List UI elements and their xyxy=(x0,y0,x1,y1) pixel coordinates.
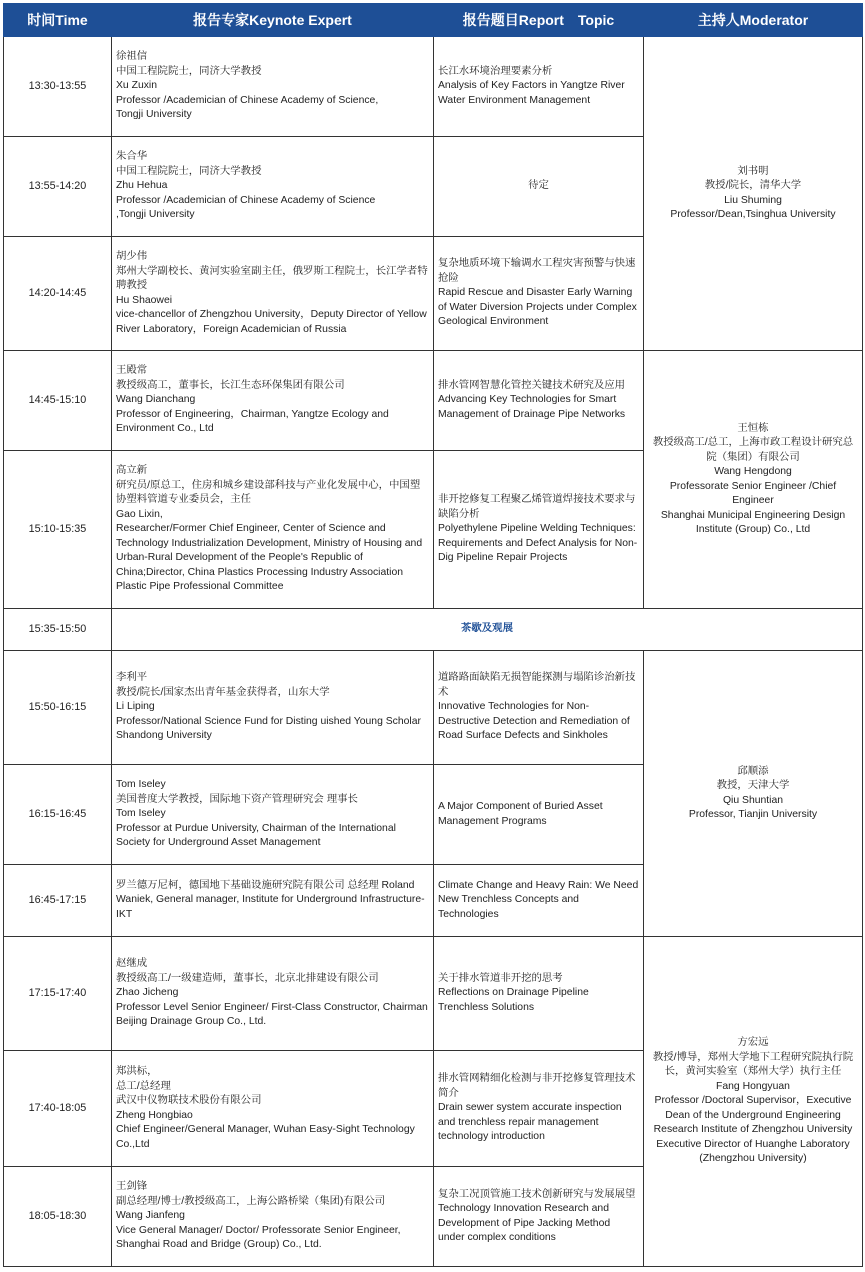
header-row xyxy=(4,4,863,37)
cell-line: 李利平 xyxy=(116,672,148,684)
cell-line: Vice General Manager/ Doctor/ Professorate Senior Engineer, Shanghai Road and Bridge (Group) Co., Ltd. xyxy=(116,1224,401,1251)
topic-cell xyxy=(434,1051,644,1167)
topic-cell xyxy=(434,765,644,865)
cell-line: Professor /Doctoral Supervisor，Executive Dean of the Underground Engineering Research Institute of Zhengzhou University Executive Director of Huanghe Laboratory (Zhengzhou University) xyxy=(653,1095,853,1165)
topic-cell xyxy=(434,137,644,237)
topic-cell xyxy=(434,651,644,765)
expert-cell xyxy=(112,237,434,351)
cell-line: Chief Engineer/General Manager, Wuhan Easy-Sight Technology Co.,Ltd xyxy=(116,1124,415,1150)
cell-line: 刘书明 xyxy=(737,165,769,177)
expert-cell xyxy=(112,1051,434,1167)
moderator-cell xyxy=(644,37,863,351)
cell-line: Professor /Academician of Chinese Academy of Science xyxy=(116,194,376,206)
cell-line: vice-chancellor of Zhengzhou University，Deputy Director of Yellow River Laboratory，Foreign Academician of Russia xyxy=(116,309,427,335)
cell-line: 教授，天津大学 xyxy=(716,780,790,791)
cell-line: 总工/总经理 xyxy=(116,1080,171,1092)
cell-line: 教授级高工/一级建造师，董事长，北京北排建设有限公司 xyxy=(116,972,379,984)
time-cell: 16:45-17:15 xyxy=(4,865,112,937)
cell-line: 郑洪标， xyxy=(116,1066,158,1077)
cell-line: Researcher/Former Chief Engineer, Center of Science and Technology Industrialization Development, Ministry of Housing and Urban-Rural Development of the People's Republic of China;Director, China Plastics Processing Industry Association Plastic Pipe Professional Committee xyxy=(116,523,423,593)
cell-line: 教授级高工，董事长，长江生态环保集团有限公司 xyxy=(116,379,345,391)
expert-cell xyxy=(112,137,434,237)
topic-cell xyxy=(434,937,644,1051)
cell-line: Tongji University xyxy=(116,109,192,121)
cell-line: Climate Change and Heavy Rain: We Need New Trenchless Concepts and Technologies xyxy=(438,879,639,920)
cell-line: Li Liping xyxy=(116,701,155,713)
cell-line: 教授/博导，郑州大学地下工程研究院执行院长，黄河实验室（郑州大学）执行主任 xyxy=(652,1051,854,1078)
cell-line: Professorate Senior Engineer /Chief Engineer xyxy=(669,480,837,506)
cell-line: 研究员/原总工，住房和城乡建设部科技与产业化发展中心，中国塑协塑料管道专业委员会，主任 xyxy=(116,479,421,506)
break-label: 茶歇及观展 xyxy=(112,609,863,651)
cell-line: 排水管网精细化检测与非开挖修复管理技术简介 xyxy=(438,1073,636,1099)
cell-line: Tom Iseley xyxy=(116,779,166,791)
time-cell: 15:10-15:35 xyxy=(4,451,112,609)
cell-line: Zheng Hongbiao xyxy=(116,1109,193,1121)
cell-line: 长江水环境治理要素分析 xyxy=(438,65,553,77)
cell-line: 赵继成 xyxy=(116,958,148,970)
cell-line: 邱顺添 xyxy=(737,765,769,777)
expert-cell xyxy=(112,865,434,937)
cell-line: Wang Hengdong xyxy=(714,466,792,477)
header-topic: 报告题目Report Topic xyxy=(434,4,644,37)
cell-line: Innovative Technologies for Non-Destructive Detection and Remediation of Road Surface Defects and Sinkholes xyxy=(438,701,630,742)
cell-line: Professor Level Senior Engineer/ First-Class Constructor, Chairman xyxy=(116,1001,428,1013)
header-expert: 报告专家Keynote Expert xyxy=(112,4,434,37)
cell-line: 复杂地质环境下输调水工程灾害预警与快速抢险 xyxy=(438,258,636,284)
cell-line: Professor at Purdue University, Chairman of the International Society for Underground Asset Management xyxy=(116,822,396,849)
moderator-cell xyxy=(644,351,863,609)
cell-line: 王恒栋 xyxy=(737,422,769,434)
cell-line: Advancing Key Technologies for Smart Management of Drainage Pipe Networks xyxy=(438,394,626,420)
cell-line: 排水管网智慧化管控关键技术研究及应用 xyxy=(438,379,626,391)
time-cell: 18:05-18:30 xyxy=(4,1167,112,1267)
cell-line: Zhu Hehua xyxy=(116,180,168,192)
cell-line: Professor /Academician of Chinese Academy of Science, xyxy=(116,94,379,106)
cell-line: Rapid Rescue and Disaster Early Warning of Water Diversion Projects under Complex Geological Environment xyxy=(438,287,637,328)
cell-line: Xu Zuxin xyxy=(116,80,158,92)
cell-line: 王殿常 xyxy=(116,365,148,377)
cell-line: Professor, Tianjin University xyxy=(688,809,818,820)
expert-cell xyxy=(112,937,434,1051)
cell-line: Tom Iseley xyxy=(116,808,166,820)
topic-cell xyxy=(434,1167,644,1267)
cell-line: 待定 xyxy=(528,180,549,192)
break-row xyxy=(4,609,863,651)
cell-line: Fang Hongyuan xyxy=(716,1080,790,1092)
cell-line: Professor/National Science Fund for Disting uished Young Scholar xyxy=(116,715,421,727)
cell-line: 美国普度大学教授，国际地下资产管理研究会 理事长 xyxy=(116,793,358,805)
expert-cell xyxy=(112,37,434,137)
cell-line: 教授/院长，清华大学 xyxy=(704,180,802,191)
cell-line: A Major Component of Buried Asset Management Programs xyxy=(438,801,603,827)
table-row xyxy=(4,351,863,451)
expert-cell xyxy=(112,451,434,609)
topic-cell xyxy=(434,237,644,351)
cell-line: 方宏远 xyxy=(737,1037,769,1049)
cell-line: 非开挖修复工程聚乙烯管道焊接技术要求与缺陷分析 xyxy=(438,494,636,520)
time-cell: 13:55-14:20 xyxy=(4,137,112,237)
moderator-cell xyxy=(644,651,863,937)
time-cell: 14:20-14:45 xyxy=(4,237,112,351)
cell-line: 复杂工况顶管施工技术创新研究与发展展望 xyxy=(438,1188,636,1200)
cell-line: 副总经理/博士/教授级高工，上海公路桥梁（集团)有限公司 xyxy=(116,1195,385,1207)
cell-line: 中国工程院院士，同济大学教授 xyxy=(116,65,262,77)
cell-line: 中国工程院院士，同济大学教授 xyxy=(116,165,262,177)
cell-line: 罗兰德万尼柯，德国地下基础设施研究院有限公司 总经理 Roland Waniek, General manager, Institute for Underground Infrastructure-IKT xyxy=(116,879,425,920)
topic-cell xyxy=(434,37,644,137)
header-time: 时间Time xyxy=(4,4,112,37)
cell-line: Shandong University xyxy=(116,730,212,742)
cell-line: Reflections on Drainage Pipeline Trenchless Solutions xyxy=(438,987,589,1013)
time-cell: 13:30-13:55 xyxy=(4,37,112,137)
moderator-cell xyxy=(644,937,863,1267)
expert-cell xyxy=(112,651,434,765)
topic-cell xyxy=(434,865,644,937)
time-cell: 14:45-15:10 xyxy=(4,351,112,451)
time-cell: 15:50-16:15 xyxy=(4,651,112,765)
cell-line: ,Tongji University xyxy=(116,209,195,221)
time-cell: 17:15-17:40 xyxy=(4,937,112,1051)
cell-line: 胡少伟 xyxy=(116,251,148,262)
cell-line: Analysis of Key Factors in Yangtze River Water Environment Management xyxy=(438,80,625,106)
cell-line: Liu Shuming xyxy=(724,194,782,206)
table-row xyxy=(4,651,863,765)
cell-line: Professor of Engineering，Chairman, Yangtze Ecology and Environment Co., Ltd xyxy=(116,408,389,435)
table-row xyxy=(4,937,863,1051)
cell-line: 武汉中仪物联技术股份有限公司 xyxy=(116,1095,262,1106)
cell-line: Technology Innovation Research and Development of Pipe Jacking Method under complex conditions xyxy=(438,1203,611,1243)
cell-line: Qiu Shuntian xyxy=(722,794,784,806)
expert-cell xyxy=(112,765,434,865)
cell-line: 教授级高工/总工，上海市政工程设计研究总院（集团）有限公司 xyxy=(652,437,854,463)
cell-line: Gao Lixin, xyxy=(116,508,163,520)
cell-line: 道路路面缺陷无损智能探测与塌陷诊治新技术 xyxy=(438,672,636,698)
cell-line: Professor/Dean,Tsinghua University xyxy=(670,209,836,220)
cell-line: Beijing Drainage Group Co., Ltd. xyxy=(116,1016,267,1028)
expert-cell xyxy=(112,1167,434,1267)
cell-line: Wang Dianchang xyxy=(116,394,196,406)
cell-line: 郑州大学副校长、黄河实验室副主任，俄罗斯工程院士，长江学者特聘教授 xyxy=(116,265,428,291)
cell-line: Polyethylene Pipeline Welding Techniques: Requirements and Defect Analysis for Non-Dig Pipeline Repair Projects xyxy=(438,523,638,564)
topic-cell xyxy=(434,451,644,609)
cell-line: 高立新 xyxy=(116,465,148,477)
cell-line: Hu Shaowei xyxy=(116,294,173,306)
header-moderator: 主持人Moderator xyxy=(644,4,863,37)
cell-line: 关于排水管道非开挖的思考 xyxy=(438,972,563,984)
topic-cell xyxy=(434,351,644,451)
cell-line: 朱合华 xyxy=(116,151,148,163)
cell-line: Drain sewer system accurate inspection and trenchless repair management technology introduction xyxy=(438,1102,622,1143)
cell-line: Shanghai Municipal Engineering Design Institute (Group) Co., Ltd xyxy=(660,509,846,535)
time-cell: 17:40-18:05 xyxy=(4,1051,112,1167)
cell-line: 教授/院长/国家杰出青年基金获得者，山东大学 xyxy=(116,686,330,698)
schedule-table xyxy=(3,3,863,1267)
table-row xyxy=(4,37,863,137)
cell-line: 徐祖信 xyxy=(116,51,148,63)
cell-line: 王剑锋 xyxy=(116,1181,148,1193)
time-cell: 16:15-16:45 xyxy=(4,765,112,865)
cell-line: Wang Jianfeng xyxy=(116,1210,185,1222)
expert-cell xyxy=(112,351,434,451)
time-cell: 15:35-15:50 xyxy=(4,609,112,651)
cell-line: Zhao Jicheng xyxy=(116,987,179,999)
